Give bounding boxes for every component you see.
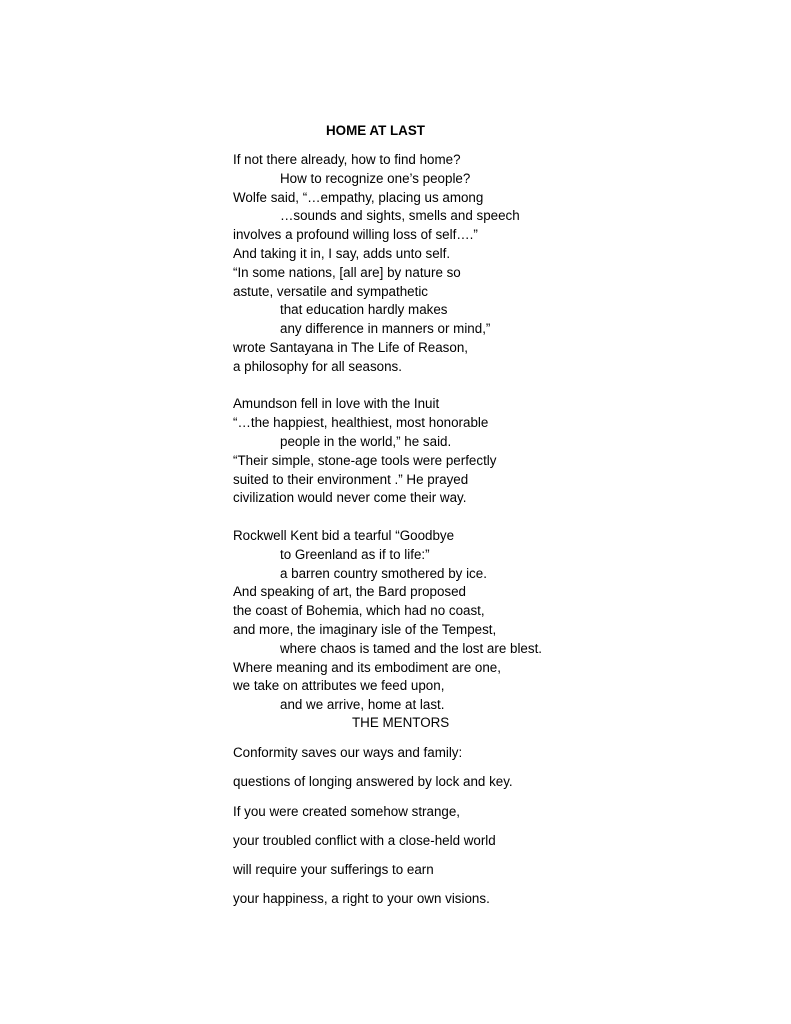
poem-line: Rockwell Kent bid a tearful “Goodbye <box>233 527 455 543</box>
poem-line: And speaking of art, the Bard proposed <box>233 584 467 600</box>
second-poem-line: Conformity saves our ways and family: <box>233 745 463 760</box>
poem-line: people in the world,” he said. <box>280 433 452 449</box>
poem-line: that education hardly makes <box>280 302 448 318</box>
stanza-break <box>233 377 753 396</box>
poem-line: wrote Santayana in The Life of Reason, <box>233 339 468 355</box>
second-poem-line: If you were created somehow strange, <box>233 803 461 819</box>
second-poem-line: will require your sufferings to earn <box>233 862 434 878</box>
poem-line: …sounds and sights, smells and speech <box>280 208 520 224</box>
poem-line: astute, versatile and sympathetic <box>233 283 429 299</box>
poem-line: the coast of Bohemia, which had no coast, <box>233 603 485 619</box>
poem-line: How to recognize one’s people? <box>280 170 471 186</box>
poem-line: If not there already, how to find home? <box>233 152 461 167</box>
second-poem-line: your happiness, a right to your own visions. <box>233 891 490 907</box>
poem-line: “Their simple, stone-age tools were perfectly <box>233 452 497 468</box>
poem-line: civilization would never come their way. <box>233 490 467 506</box>
poem-line: “…the happiest, healthiest, most honorable <box>233 415 489 431</box>
poem-line: and more, the imaginary isle of the Tempest, <box>233 621 497 637</box>
poem-line: Where meaning and its embodiment are one, <box>233 659 501 675</box>
poem-line: “In some nations, [all are] by nature so <box>233 264 461 280</box>
second-poem-line: questions of longing answered by lock and key. <box>233 774 513 790</box>
poem-line: a philosophy for all seasons. <box>233 358 402 374</box>
second-poem-line: your troubled conflict with a close-held world <box>233 832 496 848</box>
poem-line: to Greenland as if to life:” <box>280 546 430 562</box>
poem-title: HOME AT LAST <box>326 123 425 138</box>
poem-line: where chaos is tamed and the lost are blest. <box>280 640 543 656</box>
poem-line: suited to their environment .” He prayed <box>233 471 469 487</box>
second-poem-body <box>233 744 753 920</box>
poem-line: any difference in manners or mind,” <box>280 321 491 337</box>
poem-line: involves a profound willing loss of self….” <box>233 227 478 243</box>
poem-line: Amundson fell in love with the Inuit <box>233 396 440 412</box>
poem-body <box>233 151 753 715</box>
poem-line: And taking it in, I say, adds unto self. <box>233 245 451 261</box>
poem-line: we take on attributes we feed upon, <box>233 678 445 694</box>
poem-line: Wolfe said, “…empathy, placing us among <box>233 189 484 205</box>
poem-line: a barren country smothered by ice. <box>280 565 487 581</box>
poem-line: and we arrive, home at last. <box>280 697 445 713</box>
stanza-break <box>233 508 753 527</box>
second-poem-title: THE MENTORS <box>352 715 450 730</box>
